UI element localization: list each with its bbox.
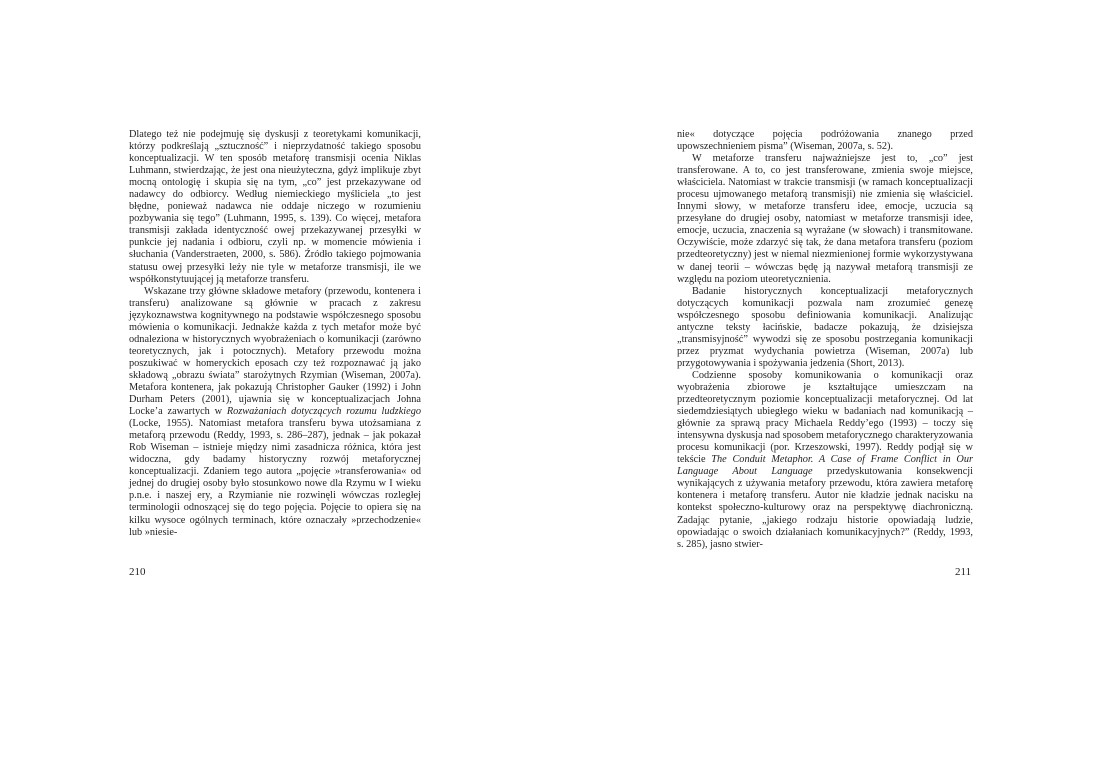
page-number: 211: [955, 566, 972, 578]
page-number: 210: [129, 566, 146, 578]
right-page: [550, 0, 1100, 778]
paragraph: Wskazane trzy główne składowe metafory (przewodu, kontenera i transferu) analizowane są głównie w pracach z zakresu językoznawstwa kognitywnego na podstawie współczesnego sposobu mówienia o komunikacji. Jednakże każda z tych metafor może być odnaleziona w historycznych wyobrażeniach o komunikacji (zarówno teoretycznych, jak i potocznych). Metafory przewodu można poszukiwać w homeryckich eposach czy też rozpoznawać ją jako składową „obrazu świata” starożytnych Rzymian (Wiseman, 2007a). Metafora kontenera, jak pokazują Christopher Gauker (1992) i John Durham Peters (2001), ujawnia się w konceptualizacjach Johna Locke’a zawartych w Rozważaniach dotyczących rozumu ludzkiego (Locke, 1955). Natomiast metafora transferu bywa utożsamiana z metaforą przewodu (Reddy, 1993, s. 286–287), jednak – jak pokazał Rob Wiseman – istnieje między nimi zasadnicza różnica, która jest widoczna, gdy badamy historyczny rozwój metaforycznej konceptualizacji. Zdaniem tego autora „pojęcie »transferowania« od jednej do drugiej osoby było stosunkowo nowe dla Rzymu w I wieku p.n.e. i naszej ery, a Rzymianie nie rozwinęli wówczas rozległej terminologii odnoszącej się do tego pojęcia. Pojęcie to opiera się na kilku wysoce ogólnych terminach, które oznaczały »przechodzenie« lub »niesie-: [129, 285, 421, 538]
left-page-text: [129, 129, 421, 539]
paragraph: W metaforze transferu najważniejsze jest to, „co” jest transferowane. A to, co jest transferowane, zmienia swoje miejsce, właściciela. Natomiast w trakcie transmisji (w ramach konceptualizacji procesu ujmowanego metaforą transmisji) nie zmienia się właściciel. Innymi słowy, w metaforze transferu idee, emocje, uczucia są przesyłane do drugiej osoby, natomiast w metaforze transmisji idee, emocje, uczucia, znaczenia są wyrażane (w słowach) i transmitowane. Oczywiście, może zdarzyć się tak, że dana metafora transferu (poziom przedteoretyczny) jest w niemal niezmienionej formie wykorzystywana w danej teorii – wówczas będę ją nazywał metaforą transmisji ze względu na poziom uteoretycznienia.: [677, 153, 973, 285]
right-page-text: [677, 129, 973, 551]
paragraph: Badanie historycznych konceptualizacji metaforycznych dotyczących komunikacji pozwala nam zrozumieć genezę współczesnego sposobu definiowania komunikacji. Analizując antyczne teksty łacińskie, badacze pokazują, że dzisiejsza „transmisyjność” wywodzi się ze sposobu postrzegania komunikacji przez pryzmat wydychania powietrza (Wiseman, 2007a) lub przygotowywania i spożywania jedzenia (Short, 2013).: [677, 285, 973, 369]
paragraph: Codzienne sposoby komunikowania o komunikacji oraz wyobrażenia zbiorowe je kształtujące umieszczam na przedteoretycznym poziomie konceptualizacji metaforycznej. Od lat siedemdziesiątych ubiegłego wieku w badaniach nad komunikacją – głównie za sprawą pracy Michaela Reddy’ego (1993) – toczy się intensywna dyskusja nad sposobem metaforycznego charakteryzowania procesu komunikacji (por. Krzeszowski, 1997). Reddy podjął się w tekście The Conduit Metaphor. A Case of Frame Conflict in Our Language About Language przedyskutowania konsekwencji wynikających z używania metafory przewodu, która zawiera metaforę kontenera i metaforę transferu. Autor nie kładzie jednak nacisku na kontekst społeczno-kulturowy oraz na perspektywę diachroniczną. Zadając pytanie, „jakiego rodzaju historie opowiadają ludzie, opowiadając o swoich działaniach komunikacyjnych?” (Reddy, 1993, s. 285), jasno stwier-: [677, 369, 973, 550]
paragraph: nie« dotyczące pojęcia podróżowania znanego przed upowszechnieniem pisma” (Wiseman, 2007a, s. 52).: [677, 129, 973, 153]
paragraph: Dlatego też nie podejmuję się dyskusji z teoretykami komunikacji, którzy podkreślają „sztuczność” i nieprzydatność takiego sposobu konceptualizacji. W ten sposób metaforę transmisji ocenia Niklas Luhmann, stwierdzając, że jest ona nieużyteczna, gdyż implikuje zbyt mocną ontologię i skupia się na tym, „co” jest przekazywane od nadawcy do odbiorcy. Według niemieckiego myśliciela „to jest błędne, ponieważ nadawca nie oddaje niczego w rozumieniu pozbywania się tego” (Luhmann, 1995, s. 139). Co więcej, metafora transmisji zakłada identyczność owej przekazywanej przesyłki w punkcie jej nadania i odbioru, czyli np. w momencie mówienia i słuchania (Vanderstraeten, 2000, s. 586). Źródło takiego pojmowania statusu owej przesyłki leży nie tyle w metaforze transmisji, ile we współkonstytuującej ją metaforze transferu.: [129, 129, 421, 285]
